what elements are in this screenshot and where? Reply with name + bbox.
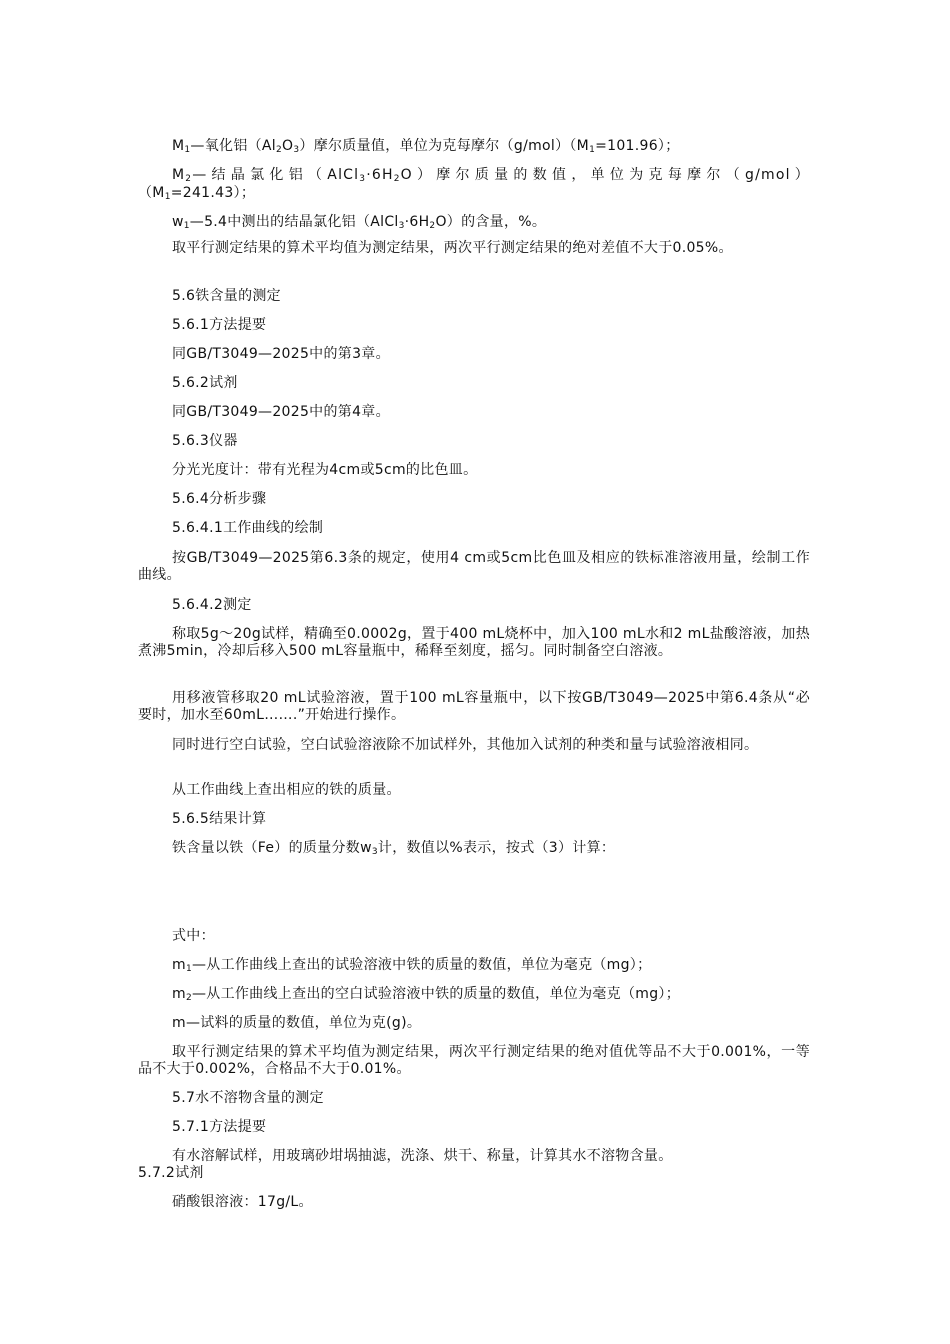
heading-5-6-5: 5.6.5结果计算 — [172, 811, 267, 827]
paragraph-5-6-4-2: 称取5g～20g试样，精确至0.0002g，置于400 mL烧杯中，加入100 mL水和2 mL盐酸溶液，加热煮沸5min，冷却后移入500 mL容量瓶中，稀释至刻度，摇匀。同时制备空白溶液。 — [138, 626, 810, 659]
paragraph-5-7-2: 硝酸银溶液：17g/L。 — [172, 1194, 313, 1210]
heading-5-6-1: 5.6.1方法提要 — [172, 317, 267, 333]
where-label: 式中： — [172, 928, 215, 944]
paragraph-5-6-2: 同GB/T3049—2025中的第4章。 — [172, 404, 390, 420]
heading-5-6-2: 5.6.2试剂 — [172, 375, 238, 391]
paragraph-5-7-1: 有水溶解试样，用玻璃砂坩埚抽滤，洗涤、烘干、称量，计算其水不溶物含量。 — [172, 1148, 673, 1164]
paragraph-5-6-4-1: 按GB/T3049—2025第6.3条的规定，使用4 cm或5cm比色皿及相应的铁标准溶液用量，绘制工作曲线。 — [138, 550, 810, 583]
heading-5-6-4: 5.6.4分析步骤 — [172, 491, 267, 507]
w1-definition: $w_1—5.4$中测出的结晶氯化铝$(AlCl_3\cdot 6H_2O)$的含量，%。 — [172, 214, 547, 231]
paragraph-average-2: 取平行测定结果的算术平均值为测定结果，两次平行测定结果的绝对值优等品不大于0.001%，一等品不大于0.002%，合格品不大于0.01%。 — [138, 1044, 810, 1077]
heading-5-7-1: 5.7.1方法提要 — [172, 1119, 267, 1135]
paragraph-blank-test: 同时进行空白试验，空白试验溶液除不加试样外，其他加入试剂的种类和量与试验溶液相同。 — [172, 737, 759, 753]
paragraph-read-curve: 从工作曲线上查出相应的铁的质量。 — [172, 782, 401, 798]
heading-5-7-2: 5.7.2试剂 — [138, 1165, 204, 1181]
heading-5-6: 5.6铁含量的测定 — [172, 288, 281, 304]
heading-5-6-4-1: 5.6.4.1工作曲线的绘制 — [172, 520, 324, 536]
heading-5-6-3: 5.6.3仪器 — [172, 433, 238, 449]
m2-mass-definition: $m_2—$从工作曲线上查出的空白试验溶液中铁的质量的数值，单位为毫克（mg）； — [172, 986, 681, 1003]
formula-placeholder — [138, 866, 810, 916]
m-mass-definition: m—试料的质量的数值，单位为克(g)。 — [172, 1015, 422, 1031]
heading-5-6-4-2: 5.6.4.2测定 — [172, 597, 252, 613]
m1-mass-definition: $m_1—$从工作曲线上查出的试验溶液中铁的质量的数值，单位为毫克（mg）； — [172, 957, 652, 974]
m1-definition: $M_1—$氧化铝$(Al_2O_3)$摩尔质量值，单位为克每摩尔$(g/mol)(M_1=101.96)$； — [172, 138, 680, 155]
m2-definition-line2: $(M_1=241.43)$； — [138, 185, 256, 202]
paragraph-average-1: 取平行测定结果的算术平均值为测定结果，两次平行测定结果的绝对差值不大于0.05%。 — [172, 240, 733, 256]
heading-5-7: 5.7水不溶物含量的测定 — [172, 1090, 324, 1106]
paragraph-5-6-5: 铁含量以铁（Fe）的质量分数$w_3$计，数值以%表示，按式（3）计算： — [172, 840, 616, 857]
paragraph-5-6-1: 同GB/T3049—2025中的第3章。 — [172, 346, 390, 362]
paragraph-pipette: 用移液管移取20 mL试验溶液，置于100 mL容量瓶中，以下按GB/T3049—2025中第6.4条从“必要时，加水至60mL…….”开始进行操作。 — [138, 690, 810, 723]
paragraph-5-6-3: 分光光度计：带有光程为4cm或5cm的比色皿。 — [172, 462, 478, 478]
m2-definition-line1: $M_2—$结晶氯化铝$(AlCl_3\cdot 6H_2O)$摩尔质量的数值，单位为克每摩尔（g/mol） — [172, 167, 811, 184]
